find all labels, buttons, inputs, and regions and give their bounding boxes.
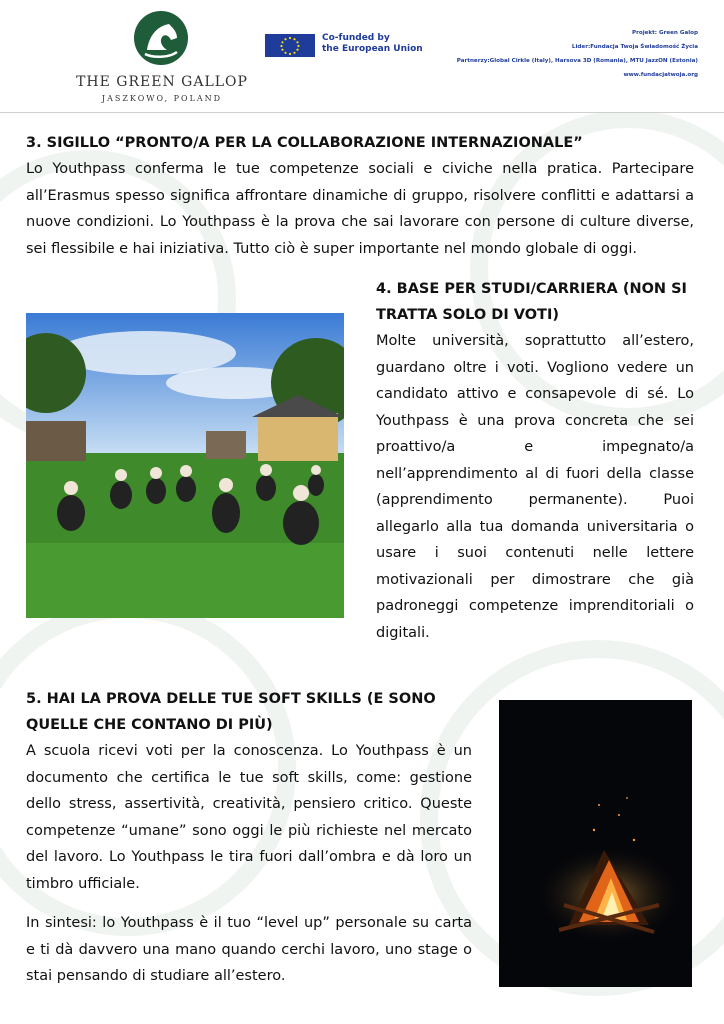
section-4-body: Molte università, soprattutto all’estero, guardano oltre i voti. Vogliono vedere un candidato attivo e consapevole di sé. Lo Youthpass è una prova concreta che sei proattivo/a e impegnato/a nell’apprendimento al di fuori della classe (apprendimento permanente). Puoi allegarlo alla tua domanda universitaria o usare i suoi contenuti nelle lettere motivazionali per dimostrare che già padroneggi competenze imprenditoriali o digitali.	[376, 333, 694, 641]
campfire-photo	[499, 700, 692, 987]
section-4-heading: 4. BASE PER STUDI/CARRIERA (NON SI TRATTA SOLO DI VOTI)	[376, 281, 687, 323]
group-photo	[26, 313, 344, 618]
summary-paragraph: In sintesi: lo Youthpass è il tuo “level up” personale su carta e ti dà davvero una mano quando cerchi lavoro, uno stage o stai pensando di studiare all’estero.	[26, 915, 472, 984]
section-3-heading: 3. SIGILLO “PRONTO/A PER LA COLLABORAZIONE INTERNAZIONALE”	[26, 135, 583, 151]
project-partners: Partnerzy:Global Cirkle (Italy), Harsova 3D (Romania), MTU JazzON (Estonia)	[456, 58, 698, 64]
project-leader: Lider:Fundacja Twoja Świadomość Życia	[571, 44, 698, 50]
section-3-body: Lo Youthpass conferma le tue competenze sociali e civiche nella pratica. Partecipare all’Erasmus spesso significa affrontare dinamiche di gruppo, risolvere conflitti e adattarsi a nuove condizioni. Lo Youthpass è la prova che sai lavorare con persone di culture diverse, sei flessibile e hai iniziativa. Tutto ciò è super importante nel mondo globale di oggi.	[26, 161, 694, 257]
org-name: THE GREEN GALLOP	[76, 74, 248, 90]
section-4	[376, 276, 694, 646]
section-3	[26, 130, 694, 262]
org-location: JASZKOWO, POLAND	[101, 94, 223, 103]
eu-line-2: the European Union	[322, 44, 423, 54]
project-website: www.fundacjatwoja.org	[623, 72, 698, 78]
section-5-heading: 5. HAI LA PROVA DELLE TUE SOFT SKILLS (E SONO QUELLE CHE CONTANO DI PIÙ)	[26, 691, 436, 733]
eu-line-1: Co-funded by	[322, 33, 390, 43]
project-name: Projekt: Green Galop	[632, 30, 698, 36]
section-5-body: A scuola ricevi voti per la conoscenza. Lo Youthpass è un documento che certifica le tue soft skills, come: gestione dello stress, assertività, creatività, pensiero critico. Queste competenze “umane” sono oggi le più richieste nel mercato del lavoro. Lo Youthpass le tira fuori dall’ombra e dà loro un timbro ufficiale.	[26, 743, 472, 892]
section-5	[26, 686, 472, 990]
